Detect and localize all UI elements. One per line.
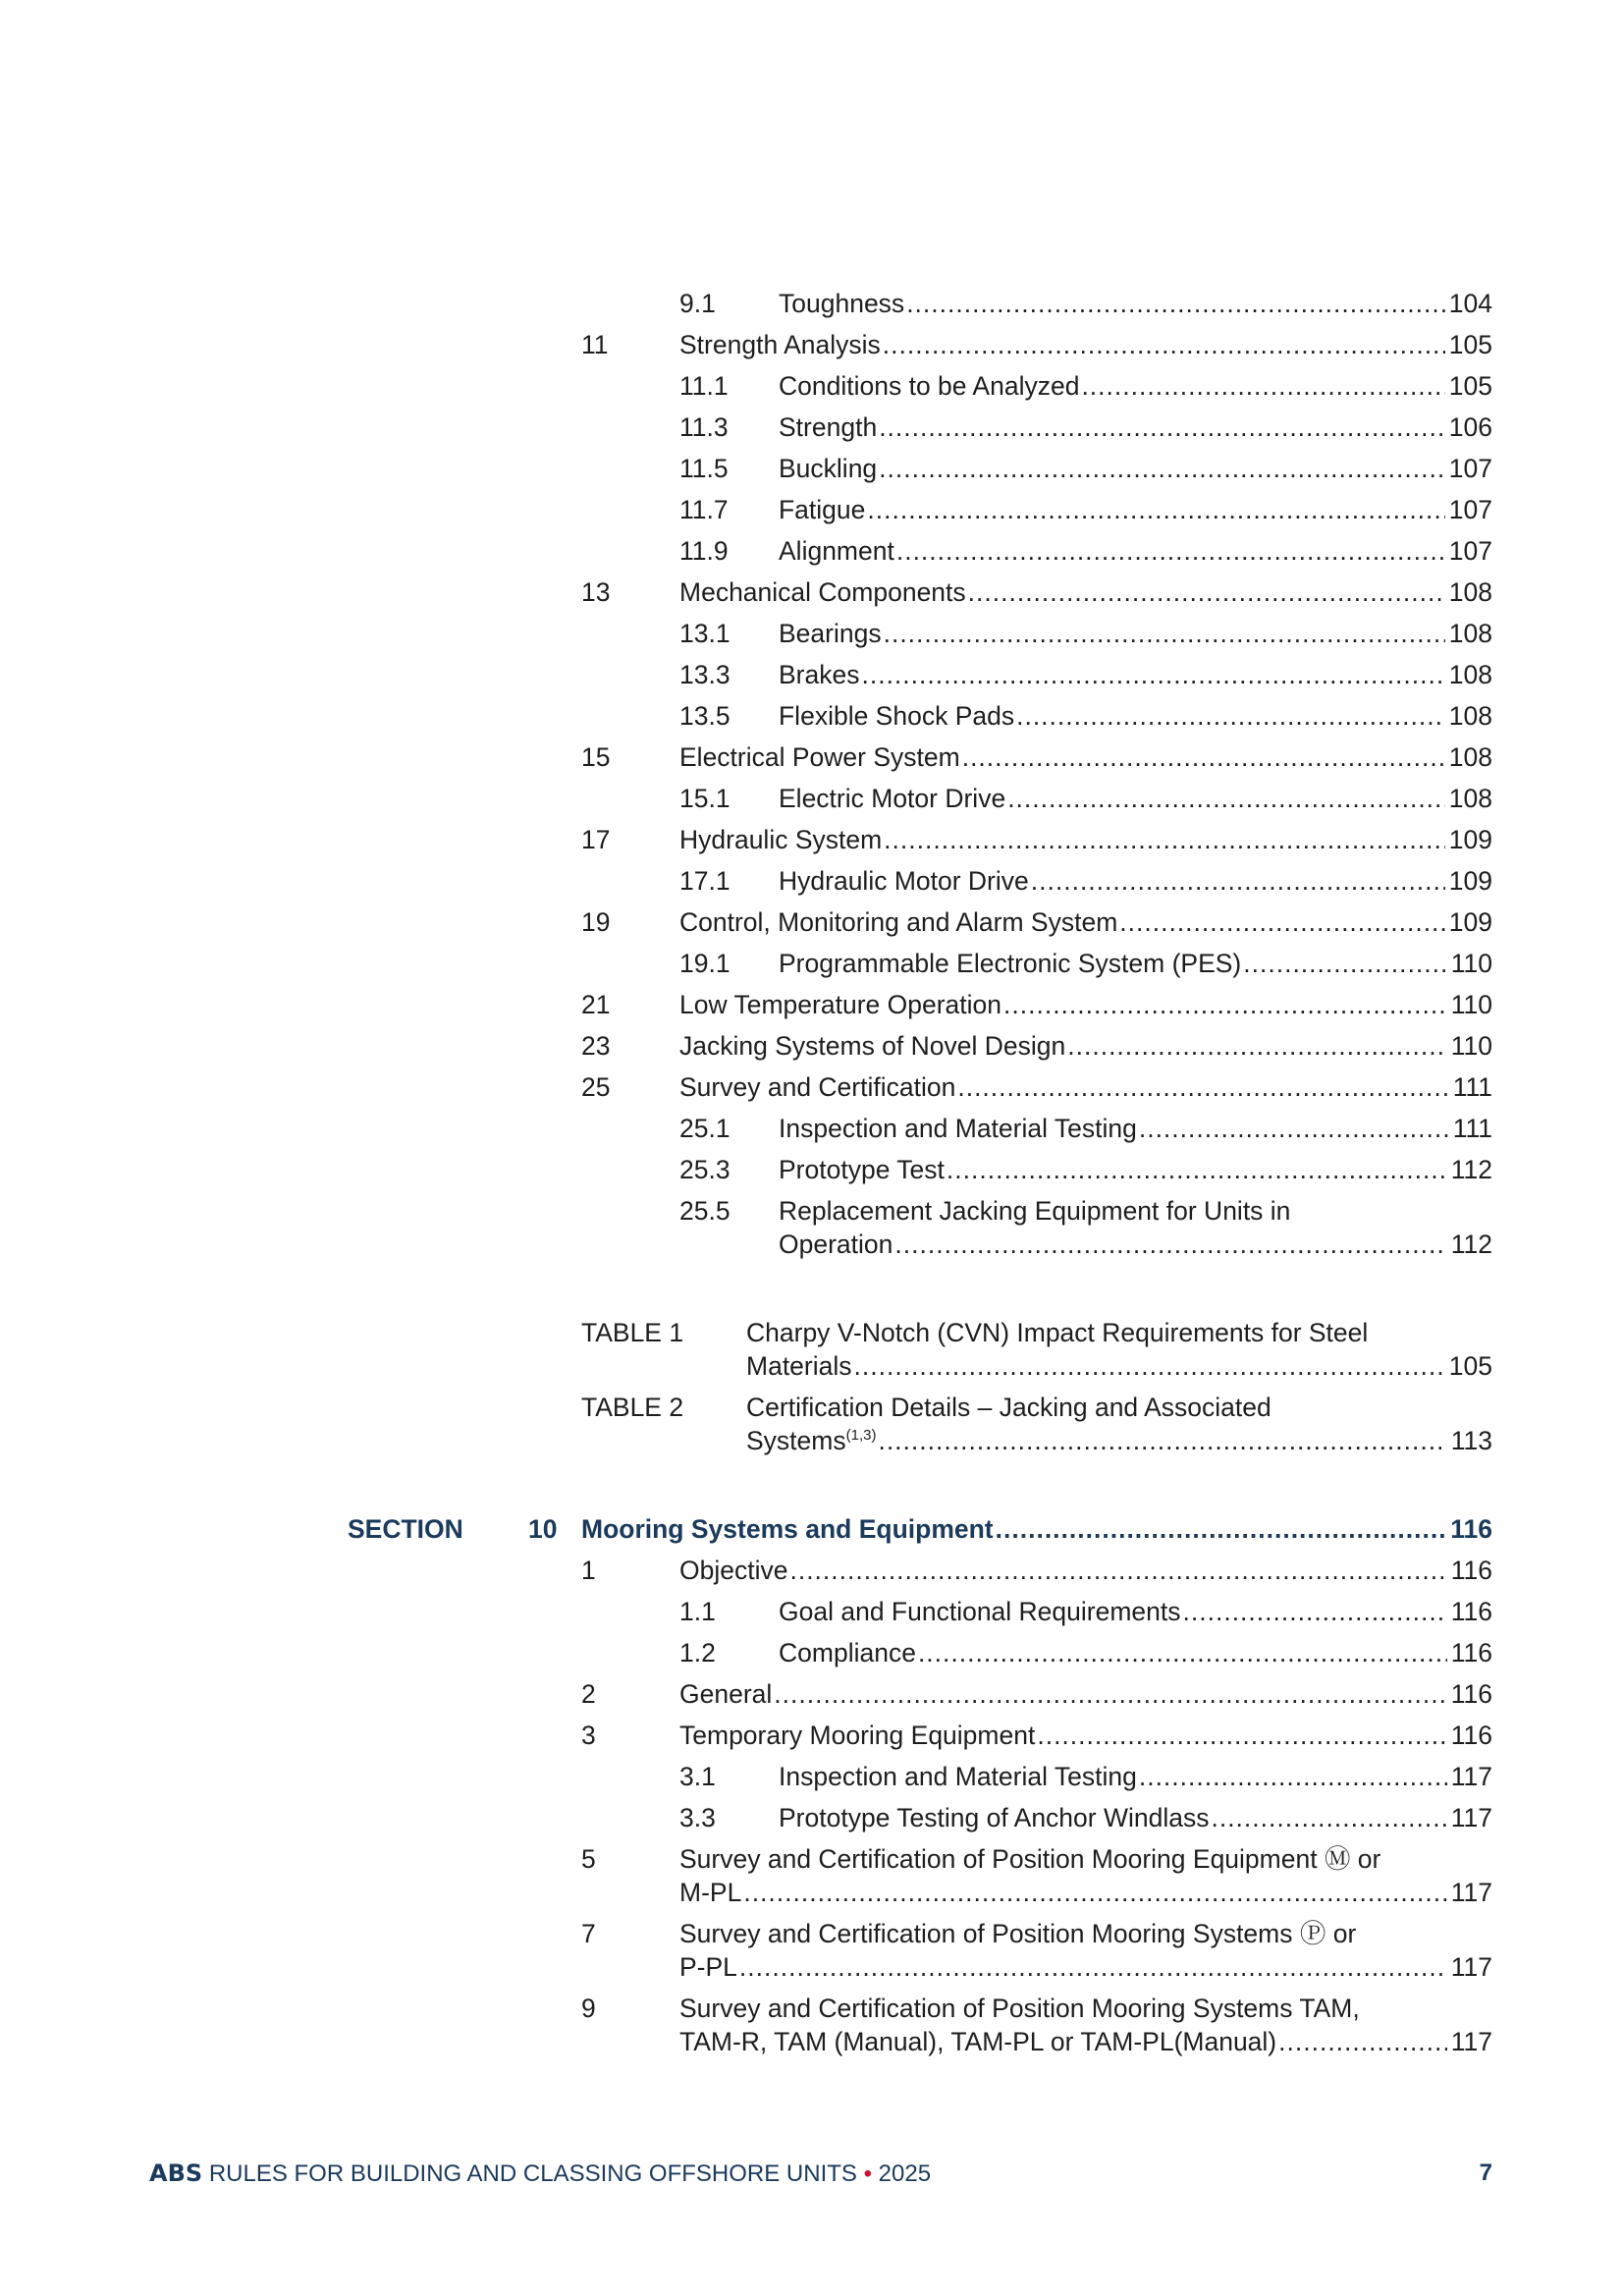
- toc-entry-line: [0, 617, 1623, 650]
- toc-entry-title: Materials: [746, 1351, 852, 1381]
- toc-entry-title: Strength Analysis: [679, 330, 881, 359]
- toc-entry-number: 15: [581, 742, 611, 772]
- toc-entry-title-row: [779, 1595, 1492, 1628]
- toc-dot-leader: [1067, 1029, 1447, 1063]
- toc-dot-leader: [878, 1424, 1446, 1457]
- toc-entry-title: Compliance: [779, 1638, 916, 1667]
- toc-entry-number: TABLE 2: [581, 1393, 684, 1422]
- toc-entry-title-row: [679, 1554, 1492, 1587]
- toc-page-number: 108: [1448, 619, 1492, 648]
- toc-entry-title: Goal and Functional Requirements: [779, 1597, 1181, 1626]
- toc-page-number: 105: [1448, 1351, 1492, 1381]
- toc-entry-first-line: [0, 1391, 1623, 1424]
- toc-entry-number: 25.3: [679, 1155, 730, 1184]
- toc-page-number: 117: [1450, 2027, 1492, 2056]
- toc-entry-number: 3: [581, 1721, 596, 1750]
- toc-entry-number: 19.1: [679, 949, 730, 978]
- toc-entry-line: [0, 1228, 1623, 1261]
- toc-entry-line: [0, 1760, 1623, 1793]
- toc-entry-line: [0, 1070, 1623, 1104]
- toc-entry-line: [0, 1719, 1623, 1752]
- toc-entry-title: M-PL: [679, 1878, 742, 1907]
- toc-entry-title: P-PL: [679, 1952, 737, 1982]
- toc-entry-title-row: [779, 699, 1492, 733]
- section-number: 10: [528, 1514, 558, 1544]
- toc-entry-title-start: Charpy V-Notch (CVN) Impact Requirements for Steel: [746, 1318, 1369, 1347]
- toc-entry-line: [0, 1554, 1623, 1587]
- toc-dot-leader: [1183, 1595, 1447, 1628]
- toc-entry-line: [0, 699, 1623, 733]
- toc-entry-line: [0, 1512, 1623, 1546]
- toc-entry-line: [0, 658, 1623, 691]
- toc-entry-line: [0, 287, 1623, 320]
- toc-entry-first-line: [0, 1316, 1623, 1349]
- toc-entry-title: Conditions to be Analyzed: [779, 371, 1080, 401]
- toc-entry-line: [0, 534, 1623, 568]
- toc-entry-number: 13.5: [679, 701, 730, 731]
- toc-entry-title: Low Temperature Operation: [679, 990, 1002, 1019]
- toc-entry-first-line: [0, 1194, 1623, 1228]
- toc-page-number: 107: [1448, 495, 1492, 524]
- toc-dot-leader: [1007, 782, 1445, 815]
- toc-entry-first-line: [0, 1842, 1623, 1876]
- toc-dot-leader: [1081, 369, 1444, 403]
- toc-page-number: 116: [1450, 1638, 1492, 1667]
- toc-entry-title: Electric Motor Drive: [779, 784, 1006, 813]
- page-footer: [149, 2157, 1492, 2190]
- toc-entry-title: Survey and Certification: [679, 1072, 956, 1102]
- toc-entry-title-row: [679, 823, 1492, 856]
- toc-entry-title: Alignment: [779, 536, 894, 566]
- toc-entry-line: [0, 1349, 1623, 1383]
- toc-entry-title-row: [779, 1228, 1492, 1261]
- toc-entry-title-start: Certification Details – Jacking and Associated: [746, 1393, 1271, 1422]
- toc-dot-leader: [867, 493, 1444, 526]
- toc-page-number: 106: [1448, 412, 1492, 442]
- toc-entry-number: 11.9: [679, 536, 729, 566]
- toc-page-number: 117: [1450, 1878, 1492, 1907]
- toc-dot-leader: [1037, 1719, 1446, 1752]
- toc-entry-number: 11.3: [679, 412, 729, 442]
- toc-entry-title: Flexible Shock Pads: [779, 701, 1015, 731]
- toc-entry-title-start: Replacement Jacking Equipment for Units in: [779, 1196, 1291, 1226]
- toc-dot-leader: [996, 1512, 1447, 1546]
- toc-page-number: 117: [1450, 1952, 1492, 1982]
- toc-entry-title-row: [746, 1349, 1492, 1383]
- toc-entry-title-start: Survey and Certification of Position Mooring Equipment Ⓜ or: [679, 1844, 1381, 1874]
- toc-entry-number: 25: [581, 1072, 611, 1102]
- toc-dot-leader: [789, 1554, 1446, 1587]
- toc-entry-title: Toughness: [779, 289, 905, 318]
- toc-page-number: 110: [1450, 990, 1492, 1019]
- section-label: SECTION: [348, 1514, 463, 1544]
- toc-entry-title-row: [779, 1760, 1492, 1793]
- toc-dot-leader: [739, 1950, 1447, 1984]
- toc-dot-leader: [854, 1349, 1445, 1383]
- toc-entry-title-row: [779, 493, 1492, 526]
- toc-entry-line: [0, 2025, 1623, 2058]
- toc-page-number: 109: [1448, 825, 1492, 854]
- toc-entry-number: 11.5: [679, 454, 729, 483]
- toc-entry-title: Systems$^{(1,3)}$: [746, 1426, 877, 1455]
- footer-title: RULES FOR BUILDING AND CLASSING OFFSHORE UNITS: [202, 2160, 864, 2187]
- toc-page-number: 116: [1450, 1679, 1492, 1709]
- page-number: 7: [1479, 2159, 1492, 2186]
- toc-entry-title: Fatigue: [779, 495, 866, 524]
- toc-dot-leader: [883, 328, 1445, 361]
- toc-entry-number: 13: [581, 577, 611, 607]
- toc-dot-leader: [968, 575, 1445, 609]
- toc-entry-line: [0, 328, 1623, 361]
- toc-entry-title: Programmable Electronic System (PES): [779, 949, 1242, 978]
- toc-entry-line: [0, 452, 1623, 485]
- toc-entry-title-row: [779, 452, 1492, 485]
- toc-entry-title: Brakes: [779, 660, 860, 689]
- toc-entry-title: TAM-R, TAM (Manual), TAM-PL or TAM-PL(Manual): [679, 2027, 1277, 2056]
- toc-entry-title-row: [679, 988, 1492, 1021]
- toc-entry-title: Objective: [679, 1556, 788, 1585]
- toc-entry-title-row: [746, 1424, 1492, 1457]
- toc-dot-leader: [1119, 905, 1445, 939]
- toc-entry-line: [0, 988, 1623, 1021]
- toc-entry-title-row: [679, 905, 1492, 939]
- toc-entry-line: [0, 1112, 1623, 1145]
- footer-brand: ABS: [149, 2159, 203, 2187]
- toc-dot-leader: [1139, 1760, 1447, 1793]
- toc-entry-title: Mooring Systems and Equipment: [581, 1514, 994, 1544]
- toc-entry-title: Buckling: [779, 454, 878, 483]
- toc-page-number: 117: [1450, 1762, 1492, 1791]
- toc-entry-number: 1: [581, 1556, 596, 1585]
- toc-dot-leader: [947, 1153, 1447, 1186]
- toc-dot-leader: [1031, 864, 1445, 898]
- toc-entry-title-row: [779, 369, 1492, 403]
- toc-entry-first-line: [0, 1917, 1623, 1950]
- toc-page-number: 109: [1448, 907, 1492, 937]
- toc-entry-line: [0, 947, 1623, 980]
- toc-entry-line: [0, 575, 1623, 609]
- toc-entry-title-row: [679, 575, 1492, 609]
- footer-year: 2025: [872, 2160, 932, 2187]
- toc-page-number: 108: [1448, 742, 1492, 772]
- toc-entry-number: 9: [581, 1994, 596, 2023]
- toc-page-number: 110: [1450, 1031, 1492, 1061]
- toc-entry-title: Prototype Test: [779, 1155, 945, 1184]
- toc-page-number: 116: [1450, 1721, 1492, 1750]
- toc-entry-title-row: [679, 1876, 1492, 1909]
- toc-entry-line: [0, 1801, 1623, 1834]
- toc-entry-title: Hydraulic Motor Drive: [779, 866, 1029, 896]
- toc-entry-title-row: [779, 947, 1492, 980]
- toc-entry-number: 2: [581, 1679, 596, 1709]
- toc-entry-title: Jacking Systems of Novel Design: [679, 1031, 1066, 1061]
- toc-entry-number: 19: [581, 907, 611, 937]
- toc-entry-first-line: [0, 1992, 1623, 2025]
- toc-entry-title: Operation: [779, 1230, 893, 1259]
- toc-entry-title: Prototype Testing of Anchor Windlass: [779, 1803, 1210, 1832]
- toc-entry-title: Electrical Power System: [679, 742, 960, 772]
- toc-entry-title-row: [779, 658, 1492, 691]
- toc-entry-footnote-ref: (1,3): [845, 1427, 877, 1445]
- toc-entry-line: [0, 782, 1623, 815]
- toc-entry-number: 5: [581, 1844, 596, 1874]
- toc-dot-leader: [879, 452, 1445, 485]
- toc-entry-title-row: [779, 617, 1492, 650]
- toc-entry-number: 3.3: [679, 1803, 716, 1832]
- toc-entry-line: [0, 410, 1623, 444]
- toc-entry-line: [0, 864, 1623, 898]
- toc-entry-title: Bearings: [779, 619, 882, 648]
- toc-entry-number: 17.1: [679, 866, 730, 896]
- toc-entry-number: TABLE 1: [581, 1318, 684, 1347]
- toc-entry-number: 25.5: [679, 1196, 730, 1226]
- toc-entry-number: 9.1: [679, 289, 716, 318]
- toc-dot-leader: [1016, 699, 1445, 733]
- toc-page-number: 108: [1448, 784, 1492, 813]
- toc-dot-leader: [879, 410, 1445, 444]
- toc-entry-number: 21: [581, 990, 611, 1019]
- toc-page-number: 111: [1452, 1114, 1492, 1143]
- toc-page-number: 104: [1448, 289, 1492, 318]
- toc-entry-number: 11: [581, 330, 609, 359]
- toc-page-number: 116: [1450, 1556, 1492, 1585]
- toc-entry-line: [0, 1876, 1623, 1909]
- toc-entry-line: [0, 905, 1623, 939]
- toc-entry-title-row: [779, 1801, 1492, 1834]
- toc-dot-leader: [1211, 1801, 1446, 1834]
- toc-entry-number: 23: [581, 1031, 611, 1061]
- toc-entry-number: 1.2: [679, 1638, 716, 1667]
- toc-entry-title-row: [679, 2025, 1492, 2058]
- toc-entry-title: Inspection and Material Testing: [779, 1762, 1137, 1791]
- toc-entry-line: [0, 1029, 1623, 1063]
- toc-entry-number: 11.1: [679, 371, 729, 401]
- toc-entry-title-row: [581, 1512, 1492, 1546]
- toc-entry-line: [0, 1950, 1623, 1984]
- toc-entry-title-row: [779, 534, 1492, 568]
- toc-page-number: 107: [1448, 454, 1492, 483]
- toc-page-number: 116: [1450, 1597, 1492, 1626]
- toc-entry-title-row: [779, 782, 1492, 815]
- toc-entry-title: Control, Monitoring and Alarm System: [679, 907, 1118, 937]
- toc-entry-title-row: [679, 1070, 1492, 1104]
- toc-dot-leader: [774, 1677, 1446, 1711]
- toc-entry-number: 3.1: [679, 1762, 716, 1791]
- toc-entry-title: Hydraulic System: [679, 825, 883, 854]
- toc-dot-leader: [884, 823, 1445, 856]
- toc-dot-leader: [896, 534, 1445, 568]
- toc-entry-title-row: [779, 287, 1492, 320]
- toc-entry-title-row: [779, 1112, 1492, 1145]
- toc-dot-leader: [1139, 1112, 1449, 1145]
- toc-entry-title-row: [779, 1153, 1492, 1186]
- toc-page-number: 116: [1450, 1514, 1492, 1544]
- toc-entry-line: [0, 740, 1623, 774]
- toc-entry-number: 1.1: [679, 1597, 716, 1626]
- toc-page-number: 108: [1448, 577, 1492, 607]
- toc-entry-number: 15.1: [679, 784, 730, 813]
- toc-entry-number: 7: [581, 1919, 596, 1948]
- toc-entry-title: Strength: [779, 412, 878, 442]
- toc-page-number: 109: [1448, 866, 1492, 896]
- toc-entry-title: Mechanical Components: [679, 577, 966, 607]
- toc-page-number: 113: [1450, 1426, 1492, 1455]
- toc-page-number: 108: [1448, 701, 1492, 731]
- toc-dot-leader: [962, 740, 1445, 774]
- toc-dot-leader: [894, 1228, 1446, 1261]
- toc-dot-leader: [1003, 988, 1447, 1021]
- toc-dot-leader: [884, 617, 1445, 650]
- toc-page-number: 117: [1450, 1803, 1492, 1832]
- toc-entry-title: Inspection and Material Testing: [779, 1114, 1137, 1143]
- toc-page-number: 107: [1448, 536, 1492, 566]
- toc-entry-line: [0, 823, 1623, 856]
- toc-dot-leader: [861, 658, 1444, 691]
- toc-entry-title-start: Survey and Certification of Position Mooring Systems TAM,: [679, 1994, 1360, 2023]
- toc-entry-title: General: [679, 1679, 773, 1709]
- toc-dot-leader: [743, 1876, 1446, 1909]
- toc-entry-title-row: [679, 740, 1492, 774]
- toc-entry-title-row: [779, 864, 1492, 898]
- toc-entry-number: 13.1: [679, 619, 730, 648]
- toc-entry-line: [0, 1153, 1623, 1186]
- toc-entry-line: [0, 493, 1623, 526]
- toc-entry-number: 25.1: [679, 1114, 730, 1143]
- toc-entry-line: [0, 1595, 1623, 1628]
- toc-entry-line: [0, 1636, 1623, 1669]
- toc-entry-title-row: [679, 328, 1492, 361]
- toc-entry-title-row: [779, 1636, 1492, 1669]
- toc-page-number: 111: [1452, 1072, 1492, 1102]
- toc-dot-leader: [1278, 2025, 1447, 2058]
- toc-page-number: 112: [1450, 1230, 1492, 1259]
- toc-dot-leader: [957, 1070, 1448, 1104]
- toc-entry-number: 11.7: [679, 495, 729, 524]
- toc-entry-line: [0, 369, 1623, 403]
- toc-page-number: 112: [1450, 1155, 1492, 1184]
- toc-entry-title-row: [679, 1029, 1492, 1063]
- toc-entry-number: 17: [581, 825, 611, 854]
- toc-dot-leader: [918, 1636, 1447, 1669]
- toc-page-number: 108: [1448, 660, 1492, 689]
- toc-entry-title-row: [779, 410, 1492, 444]
- toc-entry-title-row: [679, 1677, 1492, 1711]
- toc-entry-title: Temporary Mooring Equipment: [679, 1721, 1036, 1750]
- toc-dot-leader: [1243, 947, 1446, 980]
- footer-bullet: •: [863, 2160, 873, 2187]
- toc-page-number: 110: [1450, 949, 1492, 978]
- toc-entry-line: [0, 1677, 1623, 1711]
- toc-entry-number: 13.3: [679, 660, 730, 689]
- toc-dot-leader: [906, 287, 1445, 320]
- toc-entry-line: [0, 1424, 1623, 1457]
- toc-page-number: 105: [1448, 330, 1492, 359]
- toc-page-number: 105: [1448, 371, 1492, 401]
- toc-entry-title-row: [679, 1950, 1492, 1984]
- toc-entry-title-start: Survey and Certification of Position Mooring Systems Ⓟ or: [679, 1919, 1357, 1948]
- toc-entry-title-row: [679, 1719, 1492, 1752]
